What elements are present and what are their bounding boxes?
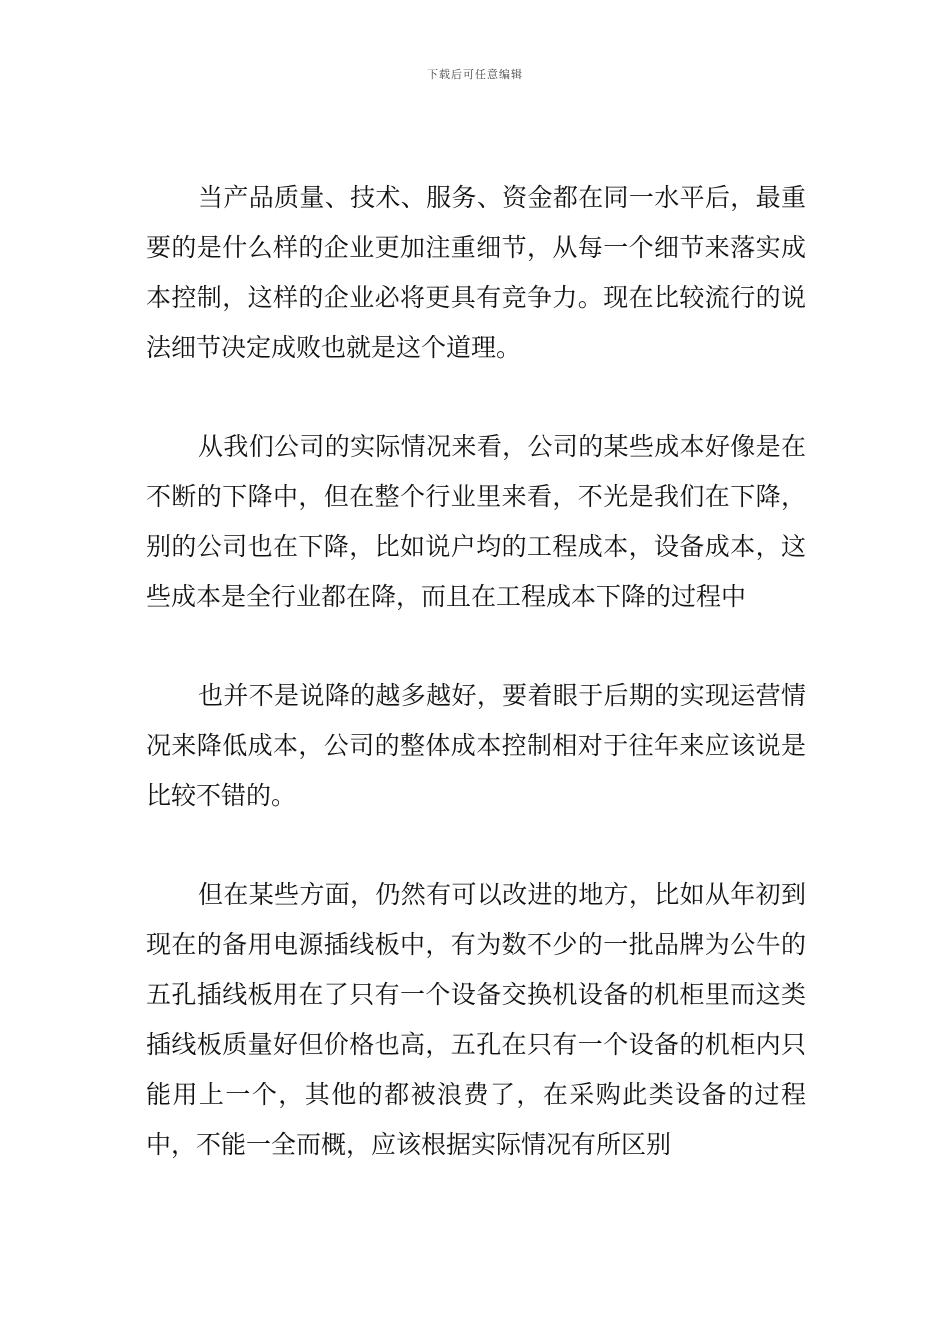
document-body — [146, 173, 806, 1219]
paragraph-4: 但在某些方面，仍然有可以改进的地方，比如从年初到现在的备用电源插线板中，有为数不少的一批品牌为公牛的五孔插线板用在了只有一个设备交换机设备的机柜里而这类插线板质量好但价格也高，五孔在只有一个设备的机柜内只能用上一个，其他的都被浪费了，在采购此类设备的过程中，不能一全而概，应该根据实际情况有所区别 — [146, 880, 806, 1159]
paragraph-3: 也并不是说降的越多越好，要着眼于后期的实现运营情况来降低成本，公司的整体成本控制相对于往年来应该说是比较不错的。 — [146, 681, 806, 810]
header-note: 下载后可任意编辑 — [427, 68, 523, 81]
paragraph-1: 当产品质量、技术、服务、资金都在同一水平后，最重要的是什么样的企业更加注重细节，从每一个细节来落实成本控制，这样的企业必将更具有竞争力。现在比较流行的说法细节决定成败也就是这个道理。 — [146, 183, 806, 362]
paragraph-2: 从我们公司的实际情况来看，公司的某些成本好像是在不断的下降中，但在整个行业里来看，不光是我们在下降，别的公司也在下降，比如说户均的工程成本，设备成本，这些成本是全行业都在降，而且在工程成本下降的过程中 — [146, 432, 806, 611]
